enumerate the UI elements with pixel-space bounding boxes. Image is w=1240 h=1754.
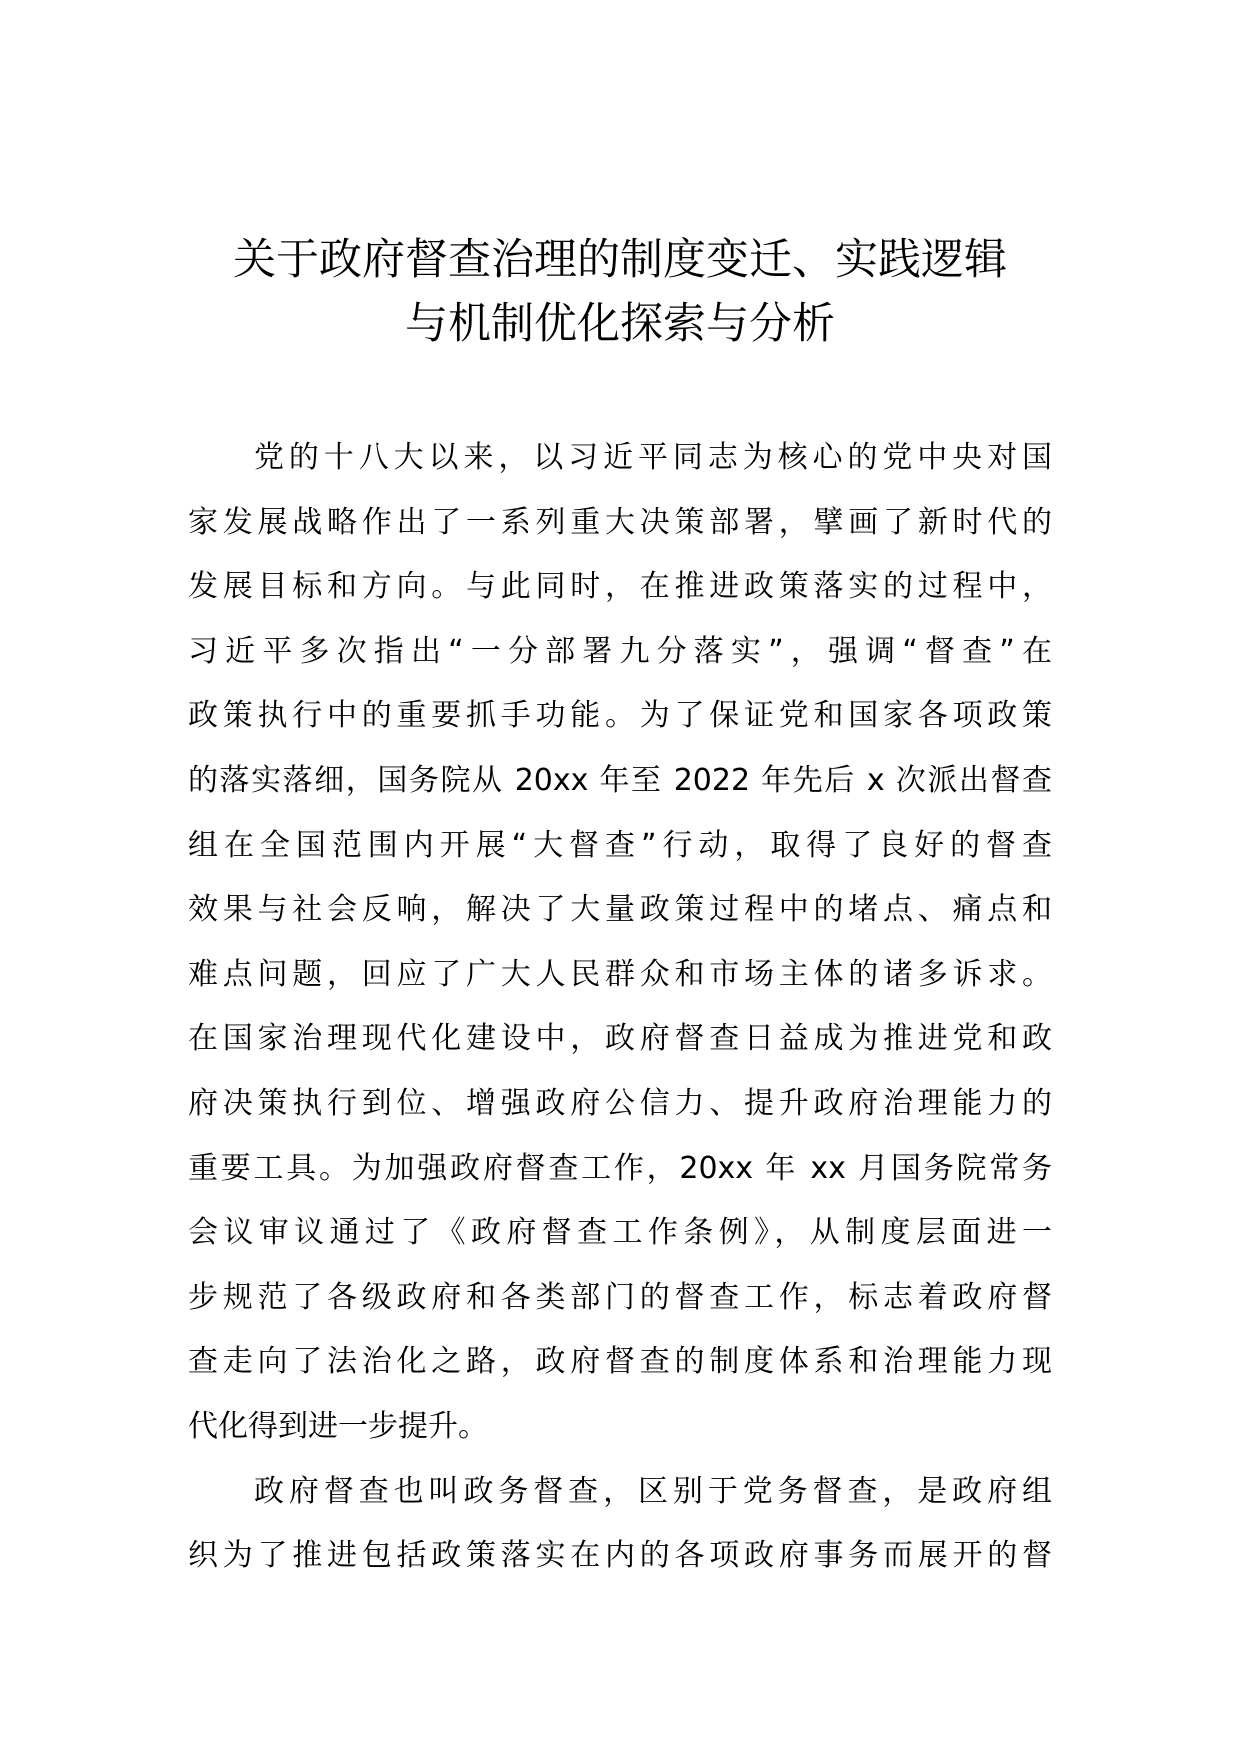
- text-line: 党的十八大以来，以习近平同志为核心的党中央对国: [254, 440, 1052, 475]
- text-line: 在国家治理现代化建设中，政府督查日益成为推进党和政: [188, 1021, 1052, 1057]
- title-line-1: 关于政府督查治理的制度变迁、实践逻辑: [233, 235, 1007, 285]
- text-line: 习近平多次指出“一分部署九分落实”，强调“督查”在: [188, 633, 1052, 669]
- text-line: 重要工具。为加强政府督查工作，20xx 年 xx 月国务院常务: [188, 1150, 1052, 1186]
- paragraph-1: [188, 426, 1052, 1460]
- text-line: 难点问题，回应了广大人民群众和市场主体的诸多诉求。: [188, 956, 1052, 992]
- document-title: [150, 228, 1090, 356]
- text-line: 织为了推进包括政策落实在内的各项政府事务而展开的督: [188, 1538, 1052, 1574]
- text-line: 的落实落细，国务院从 20xx 年至 2022 年先后 x 次派出督查: [188, 762, 1052, 798]
- text-line: 政策执行中的重要抓手功能。为了保证党和国家各项政策: [188, 698, 1052, 734]
- title-line-2: 与机制优化探索与分析: [405, 299, 835, 349]
- text-line: 发展目标和方向。与此同时，在推进政策落实的过程中，: [188, 569, 1052, 605]
- text-line: 步规范了各级政府和各类部门的督查工作，标志着政府督: [188, 1279, 1052, 1315]
- text-line: 效果与社会反响，解决了大量政策过程中的堵点、痛点和: [188, 892, 1052, 928]
- text-line: 查走向了法治化之路，政府督查的制度体系和治理能力现: [188, 1344, 1052, 1380]
- text-line: 家发展战略作出了一系列重大决策部署，擘画了新时代的: [188, 504, 1052, 540]
- document-body: [188, 426, 1052, 1589]
- paragraph-2: [188, 1460, 1052, 1589]
- text-line: 代化得到进一步提升。: [188, 1408, 488, 1444]
- text-line: 府决策执行到位、增强政府公信力、提升政府治理能力的: [188, 1085, 1052, 1121]
- text-line: 组在全国范围内开展“大督查”行动，取得了良好的督查: [188, 827, 1052, 863]
- text-line: 会议审议通过了《政府督查工作条例》，从制度层面进一: [188, 1215, 1052, 1251]
- text-line: 政府督查也叫政务督查，区别于党务督查，是政府组: [254, 1473, 1052, 1509]
